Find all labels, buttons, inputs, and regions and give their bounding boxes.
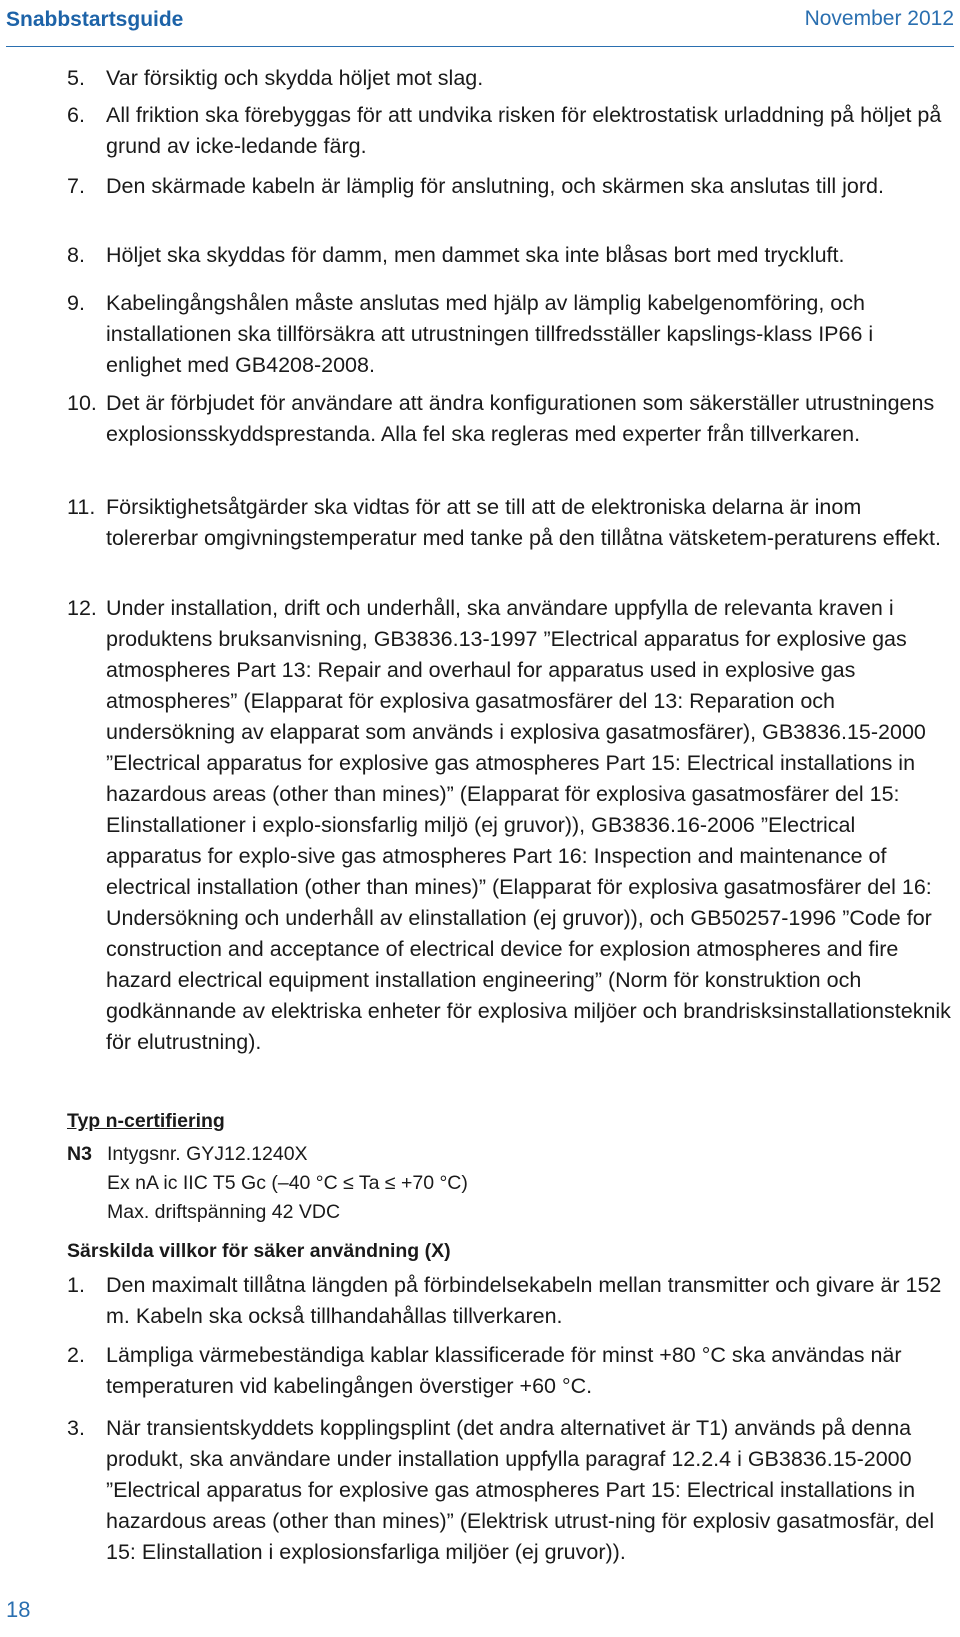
- list-item: [67, 1270, 952, 1332]
- list-item: [67, 240, 952, 271]
- list-item: [67, 388, 952, 450]
- cert-line: Max. driftspänning 42 VDC: [107, 1201, 341, 1223]
- list-item: [67, 100, 952, 162]
- list-item-text: Försiktighetsåtgärder ska vidtas för att se till att de elektroniska delarna är inom tolererbar omgivningstemperatur med tanke på den tillåtna vätsketem-peraturens effekt.: [106, 495, 941, 550]
- list-item-text: Under installation, drift och underhåll, ska användare uppfylla de relevanta kraven i produktens bruksanvisning, GB3836.13-1997 ”Electrical apparatus for explosive gas atmospheres Part 13: Repair and overhaul for apparatus used in explosive gas atmospheres” (Elapparat för explosiva gasatmosfärer del 13: Reparation och undersökning av elapparat som används i explosiva gasatmosfärer), GB3836.15-2000 ”Electrical apparatus for explosive gas atmospheres Part 15: Electrical installations in hazardous areas (other than mines)” (Elapparat för explosiva gasatmosfärer del 15: Elinstallationer i explo-sionsfarlig miljö (ej gruvor)), GB3836.16-2006 ”Electrical apparatus for explo-sive gas atmospheres Part 16: Inspection and maintenance of electrical installation (other than mines)” (Elapparat för explosiva gasatmosfärer del 16: Undersökning och underhåll av elinstallation (ej gruvor)), och GB50257-1996 ”Code for construction and acceptance of electrical device for explosion atmospheres and fire hazard electrical equipment installation engineering” (Norm för konstruktion och godkännande av elektriska enheter för explosiva miljöer och brandrisksinstallationsteknik för elutrustning).: [106, 596, 951, 1054]
- list-item-number: 11.: [67, 495, 96, 519]
- list-item-number: 6.: [67, 103, 85, 127]
- list-item: [67, 1413, 952, 1568]
- cert-block: [67, 1140, 468, 1227]
- list-item-number: 2.: [67, 1343, 85, 1367]
- list-item-number: 9.: [67, 291, 85, 315]
- list-item-number: 5.: [67, 66, 85, 90]
- document-title: Snabbstartsguide: [6, 8, 184, 31]
- page-header: [6, 0, 954, 47]
- document-date: November 2012: [804, 7, 954, 30]
- list-item-number: 12.: [67, 596, 97, 620]
- list-item-text: Den skärmade kabeln är lämplig för anslutning, och skärmen ska anslutas till jord.: [106, 174, 884, 198]
- special-heading: Särskilda villkor för säker användning (X): [67, 1240, 451, 1262]
- list-item: [67, 593, 952, 1058]
- list-item-text: Lämpliga värmebeständiga kablar klassificerade för minst +80 °C ska användas när temperaturen vid kabelingången överstiger +60 °C.: [106, 1343, 902, 1398]
- cert-line: Ex nA ic IIC T5 Gc (–40 °C ≤ Ta ≤ +70 °C): [107, 1172, 468, 1194]
- list-item-number: 7.: [67, 174, 85, 198]
- list-item-text: När transientskyddets kopplingsplint (det andra alternativet är T1) används på denna produkt, ska användare under installation uppfylla paragraf 12.2.4 i GB3836.15-2000 ”Electrical apparatus for explosive gas atmospheres Part 15: Electrical installations in hazardous areas (other than mines)” (Elektrisk utrust-ning för explosiv gasatmosfär, del 15: Elinstallation i explosionsfarliga miljöer (ej gruvor)).: [106, 1416, 935, 1564]
- page-number: 18: [6, 1597, 31, 1622]
- list-item-text: Var försiktig och skydda höljet mot slag.: [106, 66, 484, 90]
- list-item: [67, 492, 952, 554]
- list-item-text: Höljet ska skyddas för damm, men dammet ska inte blåsas bort med tryckluft.: [106, 243, 845, 267]
- list-item-number: 3.: [67, 1416, 85, 1440]
- cert-line: Intygsnr. GYJ12.1240X: [107, 1143, 308, 1165]
- list-item-text: Det är förbjudet för användare att ändra konfigurationen som säkerställer utrustningens explosionsskyddsprestanda. Alla fel ska regleras med experter från tillverkaren.: [106, 391, 935, 446]
- cert-heading: Typ n-certifiering: [67, 1110, 225, 1132]
- list-item: [67, 171, 952, 202]
- list-item: [67, 1340, 952, 1402]
- list-item-number: 10.: [67, 391, 97, 415]
- list-item-text: Den maximalt tillåtna längden på förbindelsekabeln mellan transmitter och givare är 152 m. Kabeln ska också tillhandahållas tillverkaren.: [106, 1273, 942, 1328]
- list-item-text: All friktion ska förebyggas för att undvika risken för elektrostatisk urladdning på höljet på grund av icke-ledande färg.: [106, 103, 942, 158]
- list-item-number: 8.: [67, 243, 85, 267]
- list-item: [67, 63, 952, 94]
- list-item: [67, 288, 952, 381]
- cert-label: N3: [67, 1143, 92, 1165]
- list-item-text: Kabelingångshålen måste anslutas med hjälp av lämplig kabelgenomföring, och installationen ska tillförsäkra att utrustningen tillfredsställer kapslings-klass IP66 i enlighet med GB4208-2008.: [106, 291, 874, 377]
- list-item-number: 1.: [67, 1273, 85, 1297]
